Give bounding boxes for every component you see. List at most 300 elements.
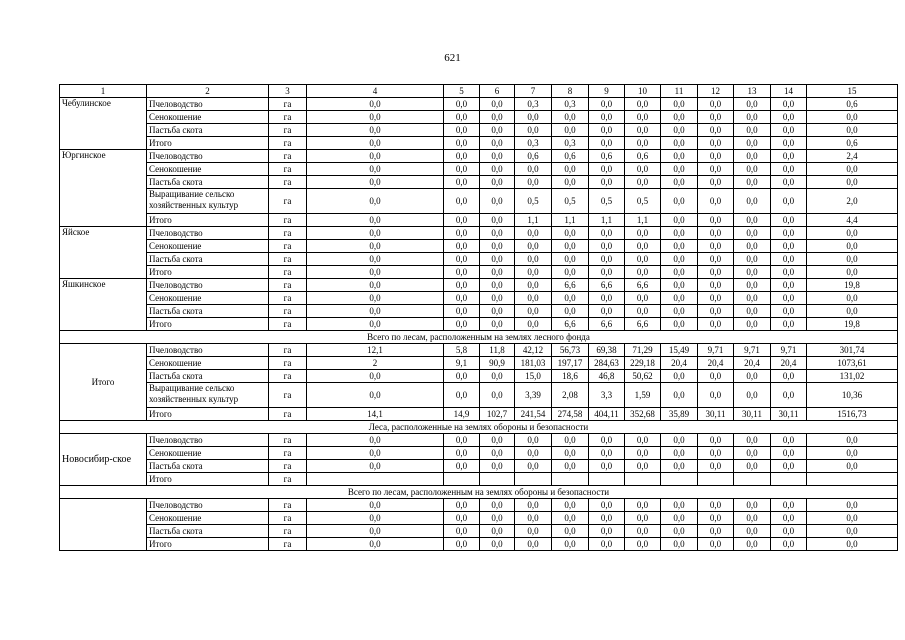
value-cell: 1073,61 [807,357,898,370]
value-cell: 30,11 [771,408,807,421]
value-cell: 0,0 [734,227,771,240]
value-cell: 0,0 [515,525,552,538]
value-cell: 0,0 [480,460,515,473]
activity-cell: Сенокошение [147,447,269,460]
value-cell: 0,0 [552,460,589,473]
value-cell: 0,0 [307,124,444,137]
value-cell: 0,0 [444,214,480,227]
region-name: Итого [60,344,147,421]
activity-cell: Итого [147,473,269,486]
value-cell: 0,0 [307,214,444,227]
value-cell: 0,0 [661,318,698,331]
value-cell: 0,0 [625,98,661,111]
activity-cell: Пастьба скота [147,124,269,137]
value-cell: 0,0 [589,253,625,266]
value-cell: 0,0 [661,499,698,512]
value-cell: 0,0 [661,538,698,551]
activity-cell: Выращивание сельско хозяйственных культур [147,383,269,408]
value-cell: 0,0 [661,214,698,227]
value-cell: 0,0 [515,512,552,525]
value-cell: 0,0 [625,266,661,279]
value-cell: 0,0 [307,137,444,150]
value-cell: 0,0 [771,447,807,460]
value-cell: 404,11 [589,408,625,421]
activity-cell: Сенокошение [147,512,269,525]
value-cell: 0,0 [480,163,515,176]
value-cell: 15,49 [661,344,698,357]
value-cell: 0,0 [444,434,480,447]
table-row [60,318,898,331]
value-cell: 181,03 [515,357,552,370]
activity-cell: Пчеловодство [147,344,269,357]
table-row [60,124,898,137]
value-cell [698,473,734,486]
value-cell: 14,9 [444,408,480,421]
value-cell: 0,0 [480,227,515,240]
value-cell: 0,0 [625,176,661,189]
value-cell: 0,0 [307,163,444,176]
value-cell: 352,68 [625,408,661,421]
value-cell: 0,0 [552,434,589,447]
value-cell: 0,0 [698,214,734,227]
value-cell: 0,0 [480,176,515,189]
value-cell: 0,0 [661,434,698,447]
value-cell: 0,0 [515,434,552,447]
value-cell [661,473,698,486]
value-cell: 6,6 [625,318,661,331]
value-cell: 0,0 [698,370,734,383]
table-row [60,344,898,357]
value-cell: 0,0 [307,227,444,240]
value-cell: 0,0 [771,163,807,176]
value-cell: 0,0 [734,538,771,551]
table-row [60,98,898,111]
value-cell: 20,4 [771,357,807,370]
value-cell: 46,8 [589,370,625,383]
value-cell: 0,0 [307,189,444,214]
page-number: 621 [444,52,461,64]
value-cell: 1516,73 [807,408,898,421]
value-cell: 0,0 [661,150,698,163]
table-row [60,176,898,189]
value-cell: 0,0 [480,383,515,408]
value-cell: 0,0 [552,240,589,253]
unit-cell: га [269,499,307,512]
value-cell: 0,0 [515,499,552,512]
value-cell: 0,0 [515,111,552,124]
value-cell: 1,1 [552,214,589,227]
unit-cell: га [269,137,307,150]
unit-cell: га [269,240,307,253]
value-cell: 0,0 [661,292,698,305]
value-cell: 0,0 [771,227,807,240]
unit-cell: га [269,124,307,137]
value-cell: 0,0 [515,460,552,473]
value-cell: 0,0 [589,447,625,460]
value-cell: 0,0 [480,305,515,318]
value-cell: 0,0 [734,150,771,163]
value-cell: 0,0 [661,525,698,538]
value-cell: 0,0 [734,266,771,279]
column-header: 1 [60,85,147,98]
value-cell: 0,0 [515,124,552,137]
value-cell: 4,4 [807,214,898,227]
value-cell: 0,0 [771,318,807,331]
value-cell: 12,1 [307,344,444,357]
region-name: Яйское [60,227,147,279]
value-cell: 0,6 [515,150,552,163]
value-cell: 0,0 [807,460,898,473]
value-cell: 0,0 [589,292,625,305]
value-cell: 0,0 [307,512,444,525]
value-cell: 0,0 [625,447,661,460]
value-cell: 0,0 [307,279,444,292]
unit-cell: га [269,460,307,473]
value-cell: 0,0 [552,512,589,525]
value-cell: 0,0 [661,460,698,473]
header-row [60,85,898,98]
value-cell: 9,71 [698,344,734,357]
value-cell: 0,0 [771,525,807,538]
value-cell: 241,54 [515,408,552,421]
value-cell: 0,0 [698,163,734,176]
table-row [60,292,898,305]
unit-cell: га [269,344,307,357]
value-cell: 0,0 [444,499,480,512]
value-cell: 0,0 [444,124,480,137]
value-cell: 0,6 [807,98,898,111]
value-cell: 0,0 [698,266,734,279]
column-header: 6 [480,85,515,98]
value-cell [625,473,661,486]
value-cell: 0,0 [807,266,898,279]
value-cell: 0,0 [307,111,444,124]
unit-cell: га [269,318,307,331]
value-cell: 10,36 [807,383,898,408]
column-header: 15 [807,85,898,98]
value-cell: 0,0 [552,292,589,305]
value-cell: 0,0 [734,447,771,460]
value-cell: 0,5 [625,189,661,214]
value-cell: 50,62 [625,370,661,383]
table-row [60,408,898,421]
activity-cell: Пастьба скота [147,176,269,189]
activity-cell: Итого [147,318,269,331]
value-cell: 6,6 [625,279,661,292]
value-cell: 0,0 [771,512,807,525]
value-cell: 0,0 [698,189,734,214]
value-cell: 69,38 [589,344,625,357]
value-cell: 0,0 [807,163,898,176]
value-cell: 0,0 [307,525,444,538]
activity-cell: Пчеловодство [147,98,269,111]
value-cell: 20,4 [734,357,771,370]
value-cell: 0,0 [480,240,515,253]
activity-cell: Итого [147,214,269,227]
value-cell: 2,4 [807,150,898,163]
value-cell: 0,0 [444,227,480,240]
value-cell [307,473,444,486]
value-cell: 30,11 [734,408,771,421]
value-cell: 0,0 [698,124,734,137]
value-cell: 0,0 [589,499,625,512]
value-cell: 20,4 [698,357,734,370]
value-cell: 9,1 [444,357,480,370]
value-cell [552,473,589,486]
value-cell: 0,0 [771,240,807,253]
value-cell: 0,0 [771,253,807,266]
value-cell: 0,0 [661,227,698,240]
value-cell: 3,3 [589,383,625,408]
value-cell: 0,0 [771,370,807,383]
value-cell: 0,0 [734,525,771,538]
value-cell: 0,0 [661,266,698,279]
value-cell: 0,0 [807,240,898,253]
unit-cell: га [269,292,307,305]
value-cell [515,473,552,486]
table-row [60,163,898,176]
value-cell: 197,17 [552,357,589,370]
activity-cell: Пастьба скота [147,460,269,473]
value-cell: 0,0 [625,512,661,525]
value-cell: 15,0 [515,370,552,383]
value-cell: 0,0 [589,538,625,551]
value-cell: 0,0 [589,137,625,150]
value-cell: 0,0 [625,111,661,124]
value-cell: 0,0 [589,111,625,124]
value-cell: 0,5 [515,189,552,214]
value-cell: 0,0 [552,253,589,266]
table-body [60,85,898,551]
value-cell: 0,0 [589,305,625,318]
value-cell: 35,89 [661,408,698,421]
value-cell: 0,0 [444,383,480,408]
value-cell: 0,0 [771,460,807,473]
value-cell: 0,0 [661,124,698,137]
value-cell: 0,0 [480,538,515,551]
value-cell: 0,0 [480,253,515,266]
value-cell: 0,0 [734,176,771,189]
value-cell: 0,0 [515,292,552,305]
value-cell: 0,3 [515,98,552,111]
value-cell: 0,0 [771,383,807,408]
value-cell: 0,0 [515,176,552,189]
value-cell: 0,0 [771,111,807,124]
value-cell: 14,1 [307,408,444,421]
region-name: Чебулинское [60,98,147,150]
value-cell: 0,0 [515,538,552,551]
value-cell: 0,0 [625,253,661,266]
value-cell: 0,0 [734,189,771,214]
region-name: Яшкинское [60,279,147,331]
value-cell: 0,0 [589,460,625,473]
value-cell: 0,0 [807,111,898,124]
value-cell: 0,0 [698,253,734,266]
value-cell: 0,0 [771,305,807,318]
table-row [60,150,898,163]
value-cell: 0,0 [444,525,480,538]
value-cell: 0,0 [307,383,444,408]
value-cell: 0,0 [589,266,625,279]
value-cell: 0,0 [661,137,698,150]
unit-cell: га [269,163,307,176]
value-cell: 0,0 [515,279,552,292]
value-cell: 0,0 [307,499,444,512]
value-cell: 0,0 [307,460,444,473]
column-header: 11 [661,85,698,98]
unit-cell: га [269,434,307,447]
unit-cell: га [269,176,307,189]
table-row [60,253,898,266]
value-cell: 0,0 [807,253,898,266]
value-cell: 0,0 [625,538,661,551]
table-row [60,357,898,370]
value-cell: 20,4 [661,357,698,370]
value-cell: 0,0 [698,512,734,525]
value-cell: 0,0 [307,447,444,460]
value-cell: 0,0 [589,512,625,525]
value-cell: 2,0 [807,189,898,214]
value-cell: 1,1 [515,214,552,227]
value-cell: 0,0 [698,98,734,111]
value-cell: 0,0 [661,176,698,189]
table-row [60,137,898,150]
value-cell: 0,0 [444,111,480,124]
value-cell: 6,6 [589,279,625,292]
value-cell: 0,0 [698,176,734,189]
section-heading-defense-total: Всего по лесам, расположенным на землях обороны и безопасности [60,486,898,499]
unit-cell: га [269,279,307,292]
value-cell: 0,0 [698,318,734,331]
unit-cell: га [269,111,307,124]
value-cell [589,473,625,486]
value-cell: 0,0 [661,383,698,408]
value-cell: 0,0 [625,305,661,318]
value-cell: 0,0 [734,137,771,150]
value-cell: 56,73 [552,344,589,357]
value-cell: 0,0 [307,240,444,253]
value-cell: 0,0 [480,137,515,150]
value-cell: 0,0 [515,240,552,253]
value-cell: 0,0 [480,370,515,383]
value-cell: 0,0 [480,525,515,538]
value-cell: 0,0 [807,305,898,318]
table-row [60,305,898,318]
unit-cell: га [269,473,307,486]
value-cell: 0,0 [734,240,771,253]
table-row [60,434,898,447]
value-cell: 0,0 [807,499,898,512]
value-cell: 19,8 [807,318,898,331]
unit-cell: га [269,383,307,408]
unit-cell: га [269,525,307,538]
value-cell: 0,0 [444,98,480,111]
value-cell: 0,3 [552,98,589,111]
table-row [60,370,898,383]
table-row [60,525,898,538]
value-cell: 0,0 [771,214,807,227]
value-cell: 0,0 [807,124,898,137]
value-cell: 0,0 [771,176,807,189]
value-cell: 0,0 [625,240,661,253]
activity-cell: Сенокошение [147,292,269,305]
value-cell: 0,0 [552,111,589,124]
table-row [60,538,898,551]
value-cell: 0,0 [698,499,734,512]
value-cell: 0,0 [480,447,515,460]
value-cell: 0,0 [734,279,771,292]
unit-cell: га [269,189,307,214]
value-cell: 0,0 [552,499,589,512]
value-cell: 0,0 [552,305,589,318]
value-cell: 0,6 [589,150,625,163]
value-cell: 0,0 [515,266,552,279]
activity-cell: Итого [147,137,269,150]
column-header: 2 [147,85,269,98]
value-cell: 0,0 [807,292,898,305]
value-cell: 1,1 [625,214,661,227]
table-row [60,383,898,408]
value-cell: 0,0 [480,512,515,525]
value-cell: 18,6 [552,370,589,383]
column-header: 7 [515,85,552,98]
value-cell: 0,0 [589,227,625,240]
value-cell: 131,02 [807,370,898,383]
value-cell: 0,0 [625,227,661,240]
activity-cell: Итого [147,408,269,421]
value-cell: 0,0 [444,460,480,473]
value-cell: 2 [307,357,444,370]
value-cell: 0,0 [515,447,552,460]
activity-cell: Сенокошение [147,163,269,176]
value-cell: 0,0 [734,460,771,473]
column-header: 14 [771,85,807,98]
value-cell: 0,0 [307,266,444,279]
value-cell: 11,8 [480,344,515,357]
value-cell: 0,0 [661,253,698,266]
column-header: 4 [307,85,444,98]
value-cell: 0,0 [307,176,444,189]
value-cell: 0,0 [589,98,625,111]
activity-cell: Итого [147,266,269,279]
value-cell: 6,6 [552,279,589,292]
activity-cell: Пчеловодство [147,150,269,163]
value-cell: 0,0 [807,525,898,538]
value-cell: 0,0 [661,189,698,214]
value-cell [734,473,771,486]
value-cell: 0,0 [515,163,552,176]
value-cell: 0,0 [771,499,807,512]
unit-cell: га [269,98,307,111]
value-cell: 0,0 [734,499,771,512]
unit-cell: га [269,253,307,266]
value-cell: 0,0 [307,538,444,551]
value-cell: 0,0 [307,305,444,318]
unit-cell: га [269,370,307,383]
value-cell [444,473,480,486]
value-cell [771,473,807,486]
column-header: 8 [552,85,589,98]
table-row [60,486,898,499]
value-cell [480,473,515,486]
value-cell: 19,8 [807,279,898,292]
value-cell: 0,0 [552,227,589,240]
value-cell: 0,0 [734,370,771,383]
value-cell: 0,0 [625,499,661,512]
value-cell: 0,0 [307,253,444,266]
table-row [60,240,898,253]
value-cell: 0,0 [734,292,771,305]
